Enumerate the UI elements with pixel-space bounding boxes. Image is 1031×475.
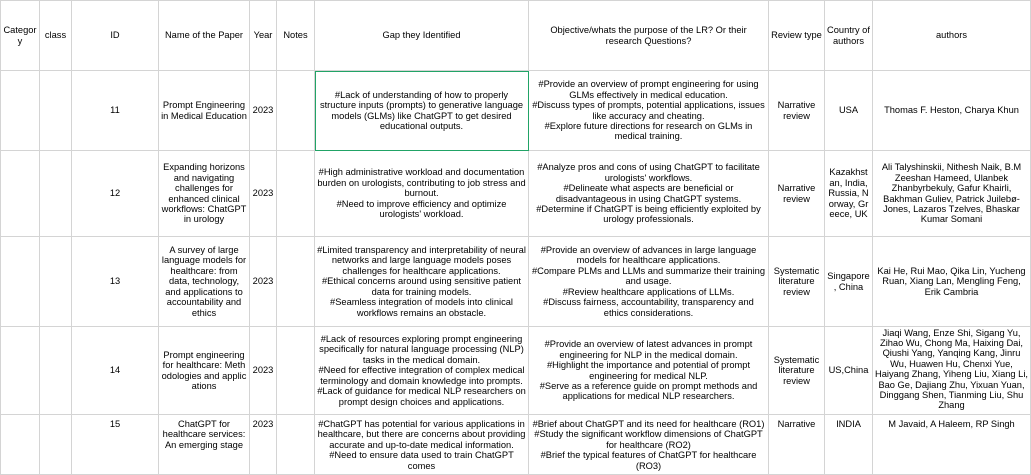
cell-category[interactable] — [1, 151, 40, 237]
cell-notes[interactable] — [277, 151, 315, 237]
cell-class[interactable] — [40, 151, 72, 237]
cell-gap[interactable]: #Lack of resources exploring prompt engineering specifically for natural language processing (NLP) tasks in the medical domain. #Need for effective integration of complex medical terminology and domain knowledge into prompts. #Lack of guidance for medical NLP researchers on prompt design choices and applications. — [315, 327, 529, 415]
cell-class[interactable] — [40, 71, 72, 151]
table-row — [1, 151, 1031, 237]
cell-review-type[interactable]: Systematic literature review — [769, 327, 825, 415]
cell-objective[interactable]: #Analyze pros and cons of using ChatGPT to facilitate urologists' workflows. #Delineate what aspects are beneficial or disadvantageous in using ChatGPT systems. #Determine if ChatGPT is being efficiently exploited by urology professionals. — [529, 151, 769, 237]
cell-id[interactable]: 11 — [72, 71, 159, 151]
cell-notes[interactable] — [277, 237, 315, 327]
cell-class[interactable] — [40, 237, 72, 327]
cell-authors[interactable]: Thomas F. Heston, Charya Khun — [873, 71, 1031, 151]
cell-authors[interactable]: M Javaid, A Haleem, RP Singh — [873, 415, 1031, 475]
header-review-type[interactable]: Review type — [769, 1, 825, 71]
cell-year[interactable]: 2023 — [250, 327, 277, 415]
cell-name[interactable]: A survey of large language models for healthcare: from data, technology, and applications to accountability and ethics — [159, 237, 250, 327]
cell-category[interactable] — [1, 71, 40, 151]
table-row — [1, 327, 1031, 415]
cell-country[interactable]: INDIA — [825, 415, 873, 475]
cell-notes[interactable] — [277, 327, 315, 415]
header-id[interactable]: ID — [72, 1, 159, 71]
cell-objective[interactable]: #Provide an overview of advances in large language models for healthcare applications. #Compare PLMs and LLMs and summarize their training and usage. #Review healthcare applications of LLMs. #Discuss fairness, accountability, transparency and ethics considerations. — [529, 237, 769, 327]
header-notes[interactable]: Notes — [277, 1, 315, 71]
cell-authors[interactable] — [873, 327, 1031, 415]
cell-review-type[interactable]: Narrative review — [769, 151, 825, 237]
cell-authors[interactable]: Kai He, Rui Mao, Qika Lin, Yucheng Ruan, Xiang Lan, Mengling Feng, Erik Cambria — [873, 237, 1031, 327]
cell-category[interactable] — [1, 237, 40, 327]
header-year[interactable]: Year — [250, 1, 277, 71]
header-objective[interactable]: Objective/whats the purpose of the LR? Or their research Questions? — [529, 1, 769, 71]
cell-year[interactable]: 2023 — [250, 151, 277, 237]
cell-id[interactable]: 14 — [72, 327, 159, 415]
cell-year[interactable]: 2023 — [250, 415, 277, 475]
cell-id[interactable]: 13 — [72, 237, 159, 327]
cell-country[interactable]: Kazakhstan, India, Russia, Norway, Greece, UK — [825, 151, 873, 237]
cell-authors[interactable]: Ali Talyshinskii, Nithesh Naik, B.M Zeeshan Hameed, Ulanbek Zhanbyrbekuly, Gafur Khairli, Bakhman Guliev, Patrick Juilebø-Jones, Lazaros Tzelves, Bhaskar Kumar Somani — [873, 151, 1031, 237]
cell-gap[interactable]: #ChatGPT has potential for various applications in healthcare, but there are concerns about providing accurate and up-to-date medical information. #Need to ensure data used to train ChatGPT comes — [315, 415, 529, 475]
cell-gap[interactable]: #Limited transparency and interpretability of neural networks and large language models poses challenges for healthcare applications. #Ethical concerns around using sensitive patient data for training models. #Seamless integration of models into clinical workflows remains an obstacle. — [315, 237, 529, 327]
cell-country[interactable]: USA — [825, 71, 873, 151]
authors-text: Jiaqi Wang, Enze Shi, Sigang Yu, Zihao Wu, Chong Ma, Haixing Dai, Qiushi Yang, Yanqing Kang, Jinru Wu, Huawen Hu, Chenxi Yue, Haiyang Zhang, Yiheng Liu, Xiang Li, Bao Ge, Dajiang Zhu, Yixuan Yuan, Dinggang Shen, Tianming Liu, Shu Zhang — [875, 327, 1028, 411]
cell-year[interactable]: 2023 — [250, 237, 277, 327]
header-authors[interactable]: authors — [873, 1, 1031, 71]
cell-name[interactable]: Expanding horizons and navigating challenges for enhanced clinical workflows: ChatGPT in urology — [159, 151, 250, 237]
table-row — [1, 415, 1031, 475]
cell-class[interactable] — [40, 327, 72, 415]
cell-country[interactable]: US,China — [825, 327, 873, 415]
cell-objective[interactable]: #Provide an overview of latest advances in prompt engineering for NLP in the medical domain. #Highlight the importance and potential of prompt engineering for medical NLP. #Serve as a reference guide on prompt methods and applications for medical NLP researchers. — [529, 327, 769, 415]
header-class[interactable]: class — [40, 1, 72, 71]
cell-review-type[interactable]: Narrative — [769, 415, 825, 475]
cell-id[interactable]: 15 — [72, 415, 159, 475]
cell-notes[interactable] — [277, 71, 315, 151]
cell-id[interactable]: 12 — [72, 151, 159, 237]
cell-objective[interactable]: #Brief about ChatGPT and its need for healthcare (RO1) #Study the significant workflow dimensions of ChatGPT for healthcare (RO2) #Brief the typical features of ChatGPT for healthcare (RO3) — [529, 415, 769, 475]
cell-review-type[interactable]: Narrative review — [769, 71, 825, 151]
cell-review-type[interactable]: Systematic literature review — [769, 237, 825, 327]
cell-name[interactable]: ChatGPT for healthcare services: An emerging stage — [159, 415, 250, 475]
cell-notes[interactable] — [277, 415, 315, 475]
cell-class[interactable] — [40, 415, 72, 475]
cell-gap[interactable]: #High administrative workload and documentation burden on urologists, contributing to job stress and burnout. #Need to improve efficiency and optimize urologists' workload. — [315, 151, 529, 237]
cell-gap-selected[interactable]: #Lack of understanding of how to properly structure inputs (prompts) to generative language models (GLMs) like ChatGPT to get desired educational outputs. — [315, 71, 529, 151]
header-country[interactable]: Country of authors — [825, 1, 873, 71]
header-row — [1, 1, 1031, 71]
table-row — [1, 237, 1031, 327]
header-category[interactable]: Category — [1, 1, 40, 71]
cell-objective[interactable]: #Provide an overview of prompt engineering for using GLMs effectively in medical education. #Discuss types of prompts, potential applications, issues like accuracy and cheating. #Explore future directions for research on GLMs in medical training. — [529, 71, 769, 151]
header-name[interactable]: Name of the Paper — [159, 1, 250, 71]
cell-category[interactable] — [1, 415, 40, 475]
cell-year[interactable]: 2023 — [250, 71, 277, 151]
header-gap[interactable]: Gap they Identified — [315, 1, 529, 71]
cell-category[interactable] — [1, 327, 40, 415]
cell-country[interactable]: Singapore, China — [825, 237, 873, 327]
cell-name[interactable]: Prompt Engineering in Medical Education — [159, 71, 250, 151]
cell-name[interactable]: Prompt engineering for healthcare: Methodologies and applications — [159, 327, 250, 415]
table-row — [1, 71, 1031, 151]
